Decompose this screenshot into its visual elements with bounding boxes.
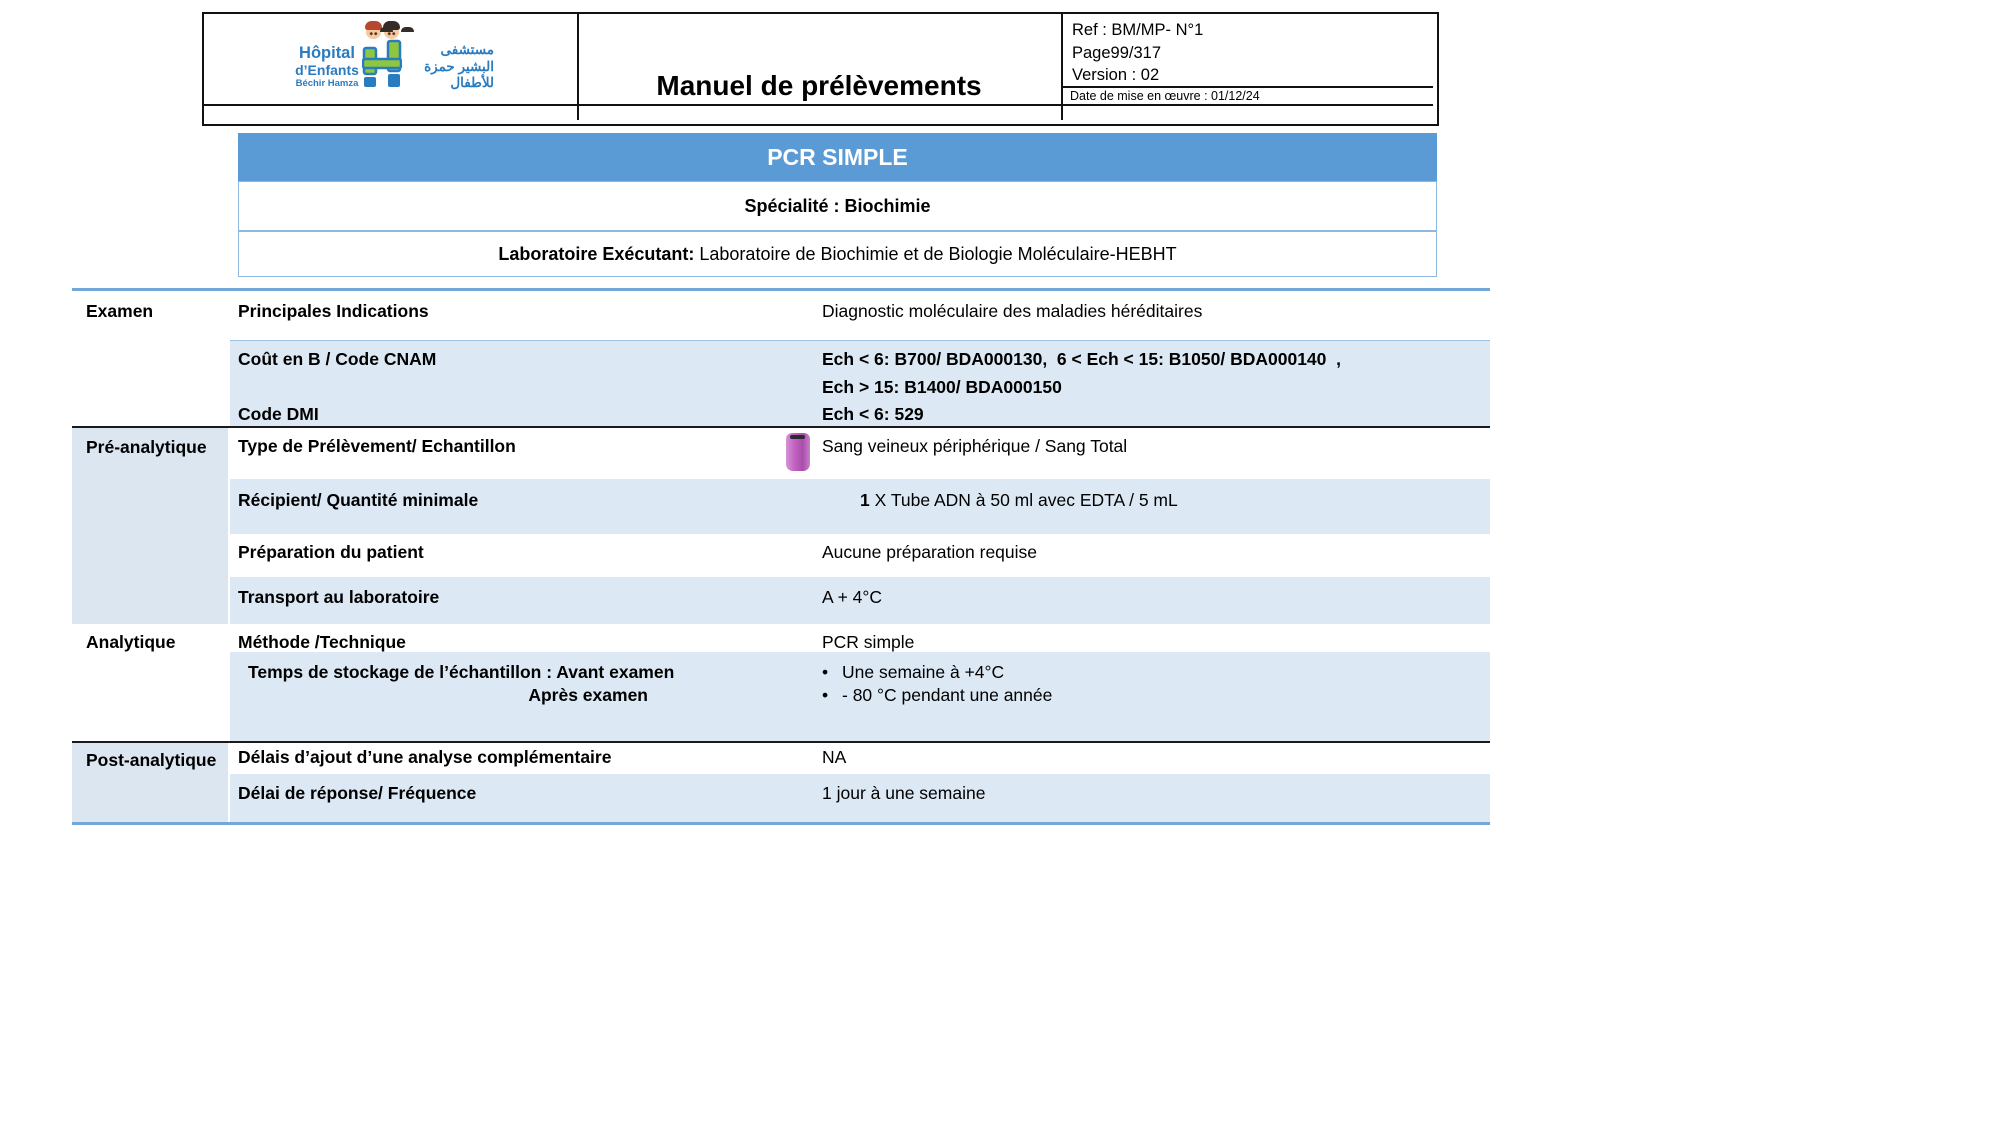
code-dmi-label: Code DMI xyxy=(238,404,319,424)
laboratory-label: Laboratoire Exécutant: xyxy=(498,244,695,264)
section-divider-line xyxy=(72,426,1490,428)
delais-ajout-label: Délais d’ajout d’une analyse complémentaire xyxy=(238,747,612,767)
logo-text-line1: Hôpital xyxy=(299,44,355,62)
boy-head-icon xyxy=(366,25,381,39)
preparation-value: Aucune préparation requise xyxy=(822,542,1038,562)
indications-label: Principales Indications xyxy=(238,301,429,321)
tube-cap-icon xyxy=(790,435,805,439)
methode-label: Méthode /Technique xyxy=(238,632,406,652)
recipient-value xyxy=(860,490,1178,511)
delai-reponse-value: 1 jour à une semaine xyxy=(822,783,986,803)
recipient-qty: 1 xyxy=(860,490,870,510)
delai-reponse-label: Délai de réponse/ Fréquence xyxy=(238,783,477,803)
recipient-row xyxy=(230,479,1490,534)
laboratory-row xyxy=(238,231,1437,277)
divider-line xyxy=(1061,86,1433,88)
stockage-label-line2: Après examen xyxy=(528,685,648,705)
indications-value: Diagnostic moléculaire des maladies héréditaires xyxy=(822,301,1203,321)
girl-head-icon xyxy=(384,25,399,39)
recipient-label: Récipient/ Quantité minimale xyxy=(238,490,479,510)
type-prelevement-value: Sang veineux périphérique / Sang Total xyxy=(822,436,1128,456)
ref-number: Ref : BM/MP- N°1 xyxy=(1072,21,1204,39)
cout-value-line2: Ech > 15: B1400/ BDA000150 xyxy=(822,377,1062,397)
specification-table xyxy=(72,288,1490,825)
cout-cnam-row xyxy=(230,340,1490,427)
stockage-bullet-2 xyxy=(822,685,1052,706)
methode-value: PCR simple xyxy=(822,632,915,652)
stockage-bullet-2-text: - 80 °C pendant une année xyxy=(842,685,1053,705)
document-title: Manuel de prélèvements xyxy=(656,70,982,101)
section-post-analytique: Post-analytique xyxy=(86,750,217,770)
logo-text-line3: Béchir Hamza xyxy=(295,78,359,89)
reference-block xyxy=(1072,19,1203,87)
implementation-date: Date de mise en œuvre : 01/12/24 xyxy=(1070,89,1260,103)
transport-row xyxy=(230,577,1490,624)
cout-label: Coût en B / Code CNAM xyxy=(238,349,437,369)
section-examen: Examen xyxy=(86,301,154,321)
page-number: Page99/317 xyxy=(1072,43,1162,62)
section-pre-analytique: Pré-analytique xyxy=(86,437,207,457)
speciality-row: Spécialité : Biochimie xyxy=(238,181,1437,231)
header-box xyxy=(202,12,1439,126)
code-dmi-value: Ech < 6: 529 xyxy=(822,404,924,424)
logo-french-text xyxy=(290,44,364,90)
cout-value-line1: Ech < 6: B700/ BDA000130, 6 < Ech < 15: B1050/ BDA000140 , xyxy=(822,349,1341,369)
delais-ajout-value: NA xyxy=(822,747,847,767)
logo-arabic-line3: للأطفال xyxy=(450,75,494,90)
hospital-logo xyxy=(290,22,590,116)
transport-label: Transport au laboratoire xyxy=(238,587,440,607)
logo-arabic-line1: مستشفى xyxy=(440,42,494,57)
stockage-row xyxy=(230,652,1490,741)
type-prelevement-label: Type de Prélèvement/ Echantillon xyxy=(238,436,516,456)
logo-text-line2: d’Enfants xyxy=(295,62,359,78)
preparation-label: Préparation du patient xyxy=(238,542,424,562)
logo-arabic-text xyxy=(406,42,494,92)
version-number: Version : 02 xyxy=(1072,66,1160,84)
bullet-icon: • xyxy=(822,685,829,705)
section-analytique: Analytique xyxy=(86,632,176,652)
test-title-banner: PCR SIMPLE xyxy=(238,133,1437,181)
stockage-bullet-1-text: Une semaine à +4°C xyxy=(842,662,1005,682)
transport-value: A + 4°C xyxy=(822,587,883,607)
delai-reponse-row xyxy=(230,774,1490,822)
hospital-logo-mark-icon xyxy=(362,39,402,89)
bullet-icon: • xyxy=(822,662,829,682)
recipient-desc: X Tube ADN à 50 ml avec EDTA / 5 mL xyxy=(869,490,1178,510)
stockage-label-line1: Temps de stockage de l’échantillon : Avant examen xyxy=(248,662,675,682)
logo-arabic-line2: البشير حمزة xyxy=(424,58,494,74)
laboratory-value: Laboratoire de Biochimie et de Biologie Moléculaire-HEBHT xyxy=(694,244,1177,264)
section-divider-line xyxy=(72,741,1490,743)
stockage-bullet-1 xyxy=(822,662,1004,683)
divider-line xyxy=(204,104,1433,106)
edta-tube-icon xyxy=(786,433,810,471)
